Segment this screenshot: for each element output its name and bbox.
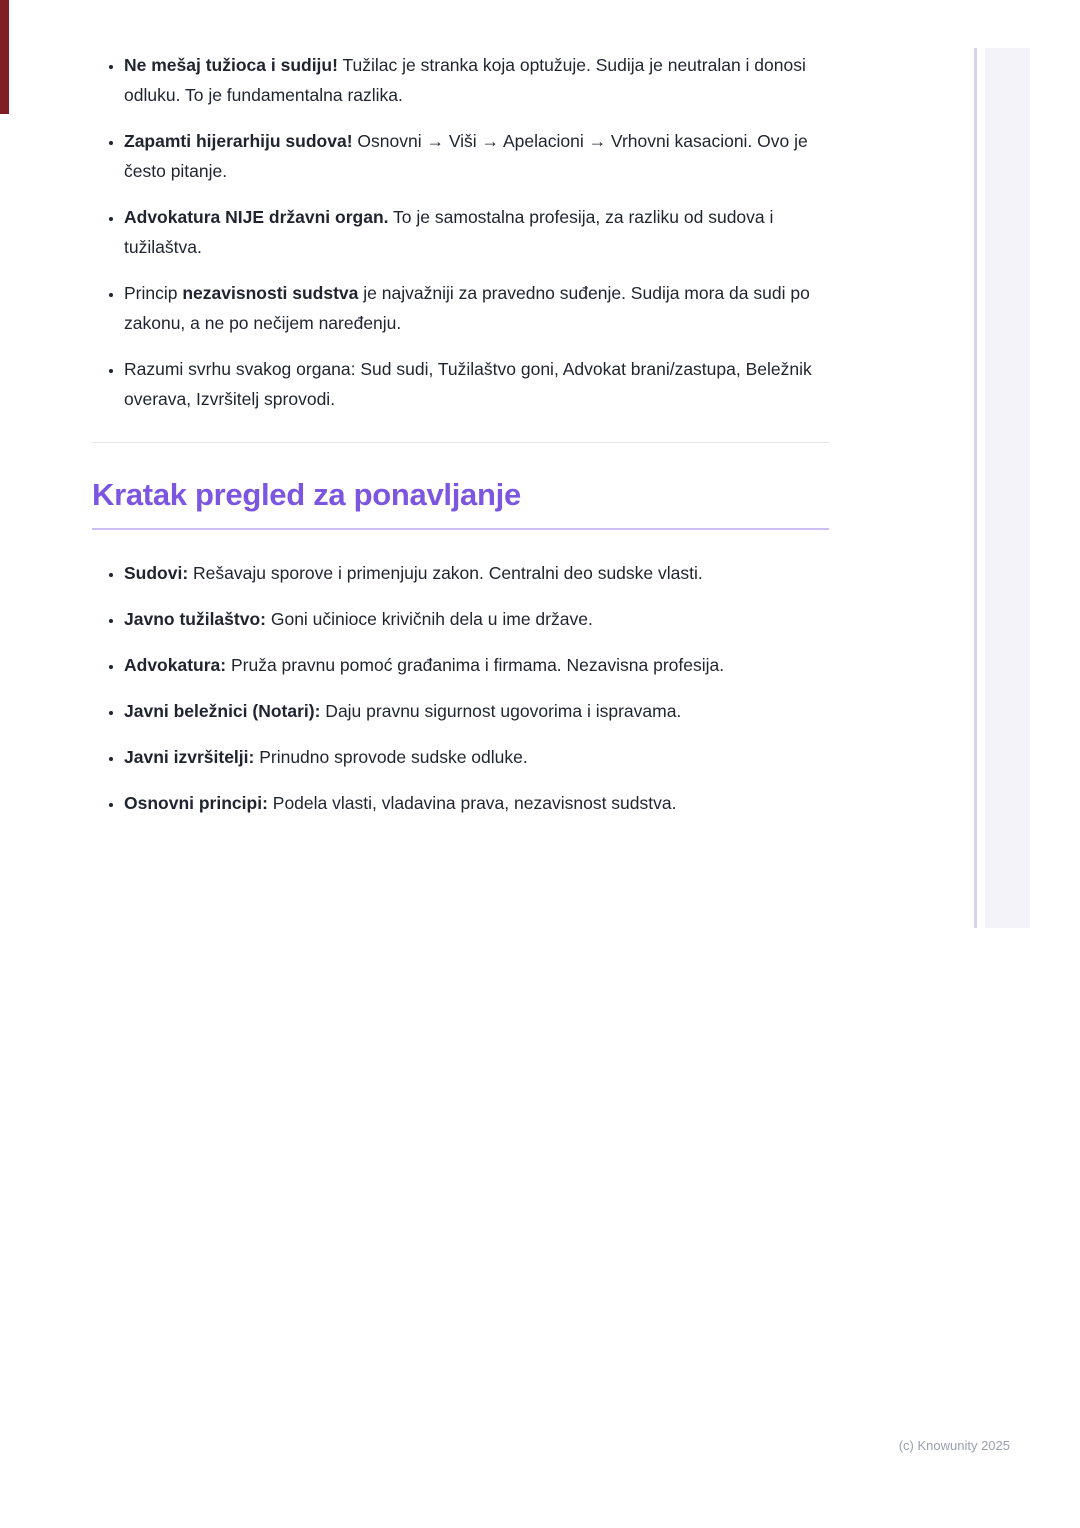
- list-item: [124, 604, 829, 634]
- list-item: [124, 354, 829, 414]
- item-text-post: Podela vlasti, vladavina prava, nezavisnost sudstva.: [267, 793, 677, 813]
- item-text-bold: Ne mešaj tužioca i sudiju!: [124, 55, 338, 75]
- item-text-bold: Osnovni principi:: [124, 793, 268, 813]
- item-text-bold: Javno tužilaštvo:: [124, 609, 266, 629]
- list-item: [124, 278, 829, 338]
- left-edge-accent: [0, 0, 9, 114]
- item-text-post: Osnovni → Viši → Apelacioni → Vrhovni kasacioni. Ovo je često pitanje.: [124, 131, 808, 181]
- item-text-bold: Advokatura NIJE državni organ.: [124, 207, 389, 227]
- section-divider: [92, 442, 829, 443]
- item-text-post: Pruža pravnu pomoć građanima i firmama. Nezavisna profesija.: [226, 655, 725, 675]
- item-text-bold: Zapamti hijerarhiju sudova!: [124, 131, 353, 151]
- item-text-bold: Advokatura:: [124, 655, 227, 675]
- key-tips-list: [92, 50, 829, 414]
- list-item: [124, 650, 829, 680]
- item-text-post: Daju pravnu sigurnost ugovorima i ispravama.: [320, 701, 682, 721]
- list-item: [124, 50, 829, 110]
- item-text-bold: Javni izvršitelji:: [124, 747, 255, 767]
- item-text-bold: Javni beležnici (Notari):: [124, 701, 321, 721]
- item-text-post: To je samostalna profesija, za razliku od sudova i tužilaštva.: [124, 207, 774, 257]
- list-item: [124, 742, 829, 772]
- item-text-pre: Princip: [124, 283, 183, 303]
- item-text-post: Tužilac je stranka koja optužuje. Sudija je neutralan i donosi odluku. To je fundamentalna razlika.: [124, 55, 806, 105]
- right-accent-panel: [985, 48, 1030, 928]
- review-list: [92, 558, 829, 818]
- content-area: [92, 50, 829, 834]
- list-item: [124, 126, 829, 186]
- item-text-post: Goni učinioce krivičnih dela u ime države.: [265, 609, 593, 629]
- list-item: [124, 788, 829, 818]
- item-text-bold: nezavisnosti sudstva: [182, 283, 359, 303]
- item-text-pre: Razumi svrhu svakog organa: Sud sudi, Tužilaštvo goni, Advokat brani/zastupa, Beležnik overava, Izvršitelj sprovodi.: [124, 359, 812, 409]
- list-item: [124, 558, 829, 588]
- right-accent-line: [974, 48, 977, 928]
- list-item: [124, 696, 829, 726]
- item-text-post: Prinudno sprovode sudske odluke.: [254, 747, 528, 767]
- list-item: [124, 202, 829, 262]
- item-text-bold: Sudovi:: [124, 563, 189, 583]
- footer-credit: (c) Knowunity 2025: [898, 1438, 1010, 1453]
- section-title: Kratak pregled za ponavljanje: [92, 477, 829, 530]
- item-text-post: je najvažniji za pravedno suđenje. Sudija mora da sudi po zakonu, a ne po nečijem naređenju.: [124, 283, 810, 333]
- item-text-post: Rešavaju sporove i primenjuju zakon. Centralni deo sudske vlasti.: [188, 563, 703, 583]
